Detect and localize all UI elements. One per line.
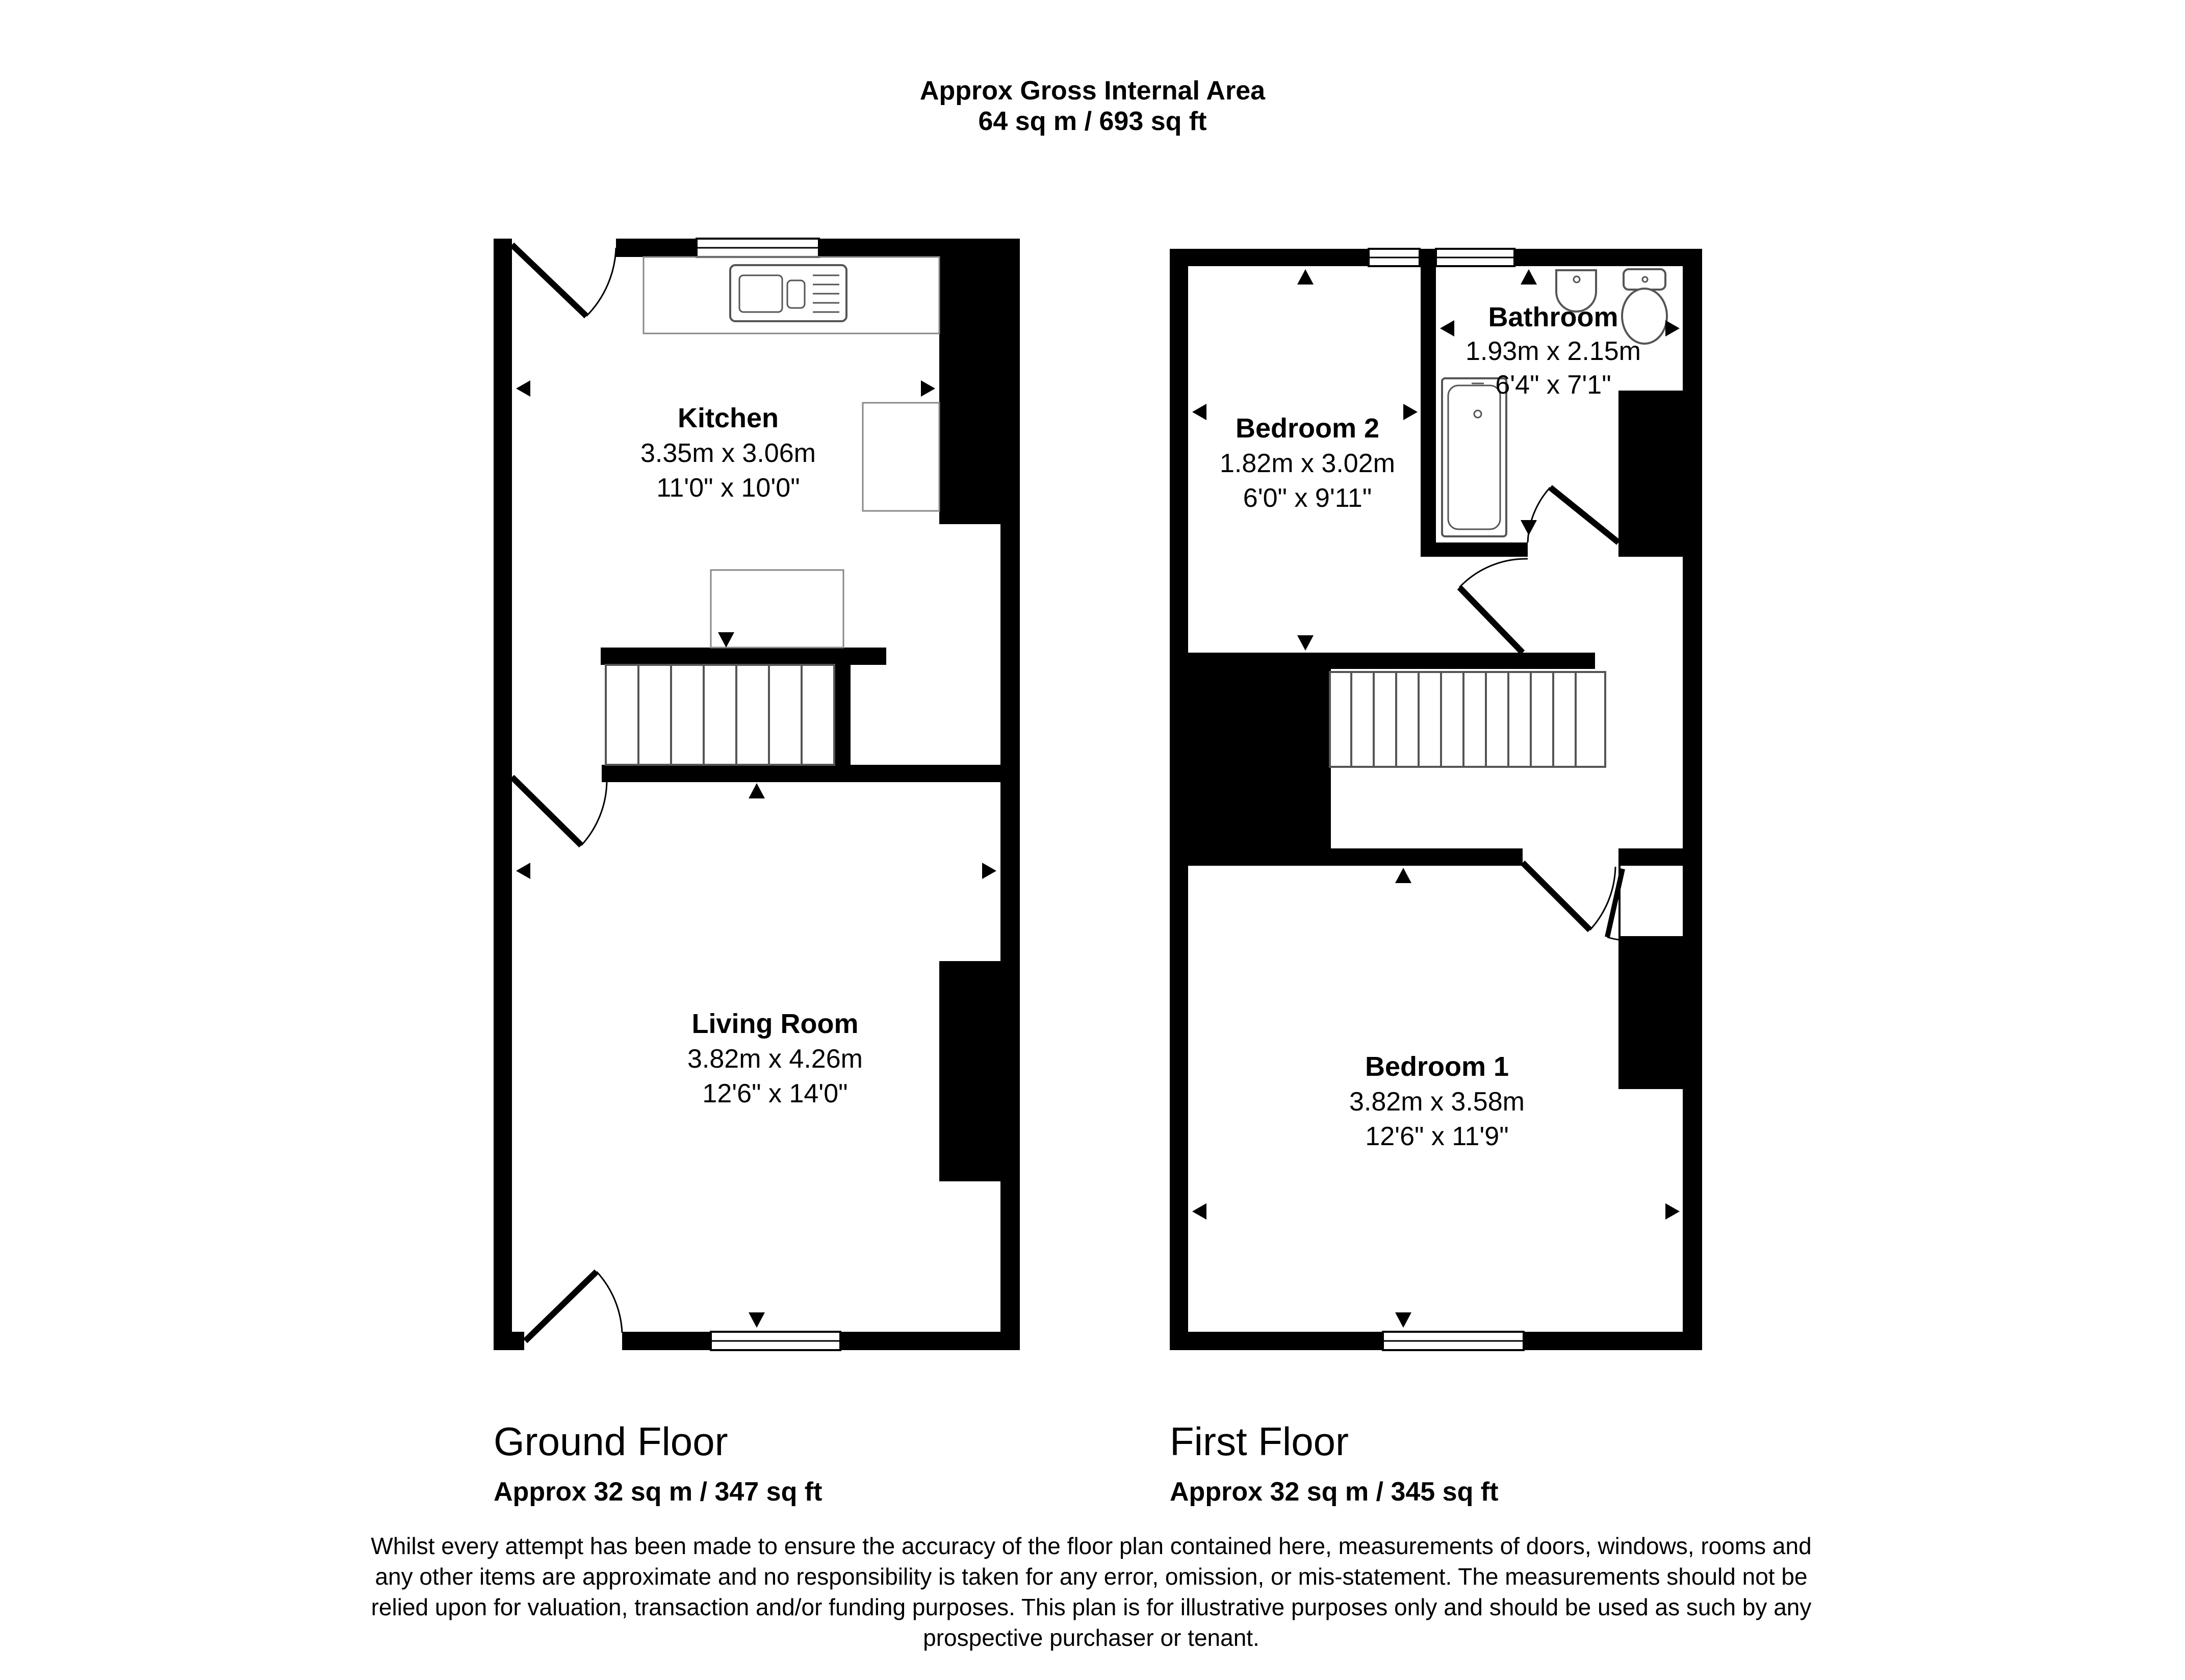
bedroom1-imperial: 12'6" x 11'9" [1365, 1122, 1509, 1151]
kitchen-name: Kitchen [677, 403, 779, 433]
ground-floor-title: Ground Floor [494, 1419, 728, 1464]
ff-chimney-lower [1618, 936, 1683, 1089]
gf-bottom-wall-left [494, 1332, 524, 1350]
ff-bedroom1-top-wall-right [1618, 848, 1683, 866]
disclaimer-line-1: Whilst every attempt has been made to ensure the accuracy of the floor plan contained here, measurements of doors, windows, rooms and [371, 1533, 1812, 1559]
gf-measurement-arrows [516, 380, 996, 1328]
bedroom2-metric: 1.82m x 3.02m [1220, 449, 1395, 478]
ff-cupboard-door [1607, 869, 1646, 940]
ff-toilet [1622, 269, 1667, 344]
kitchen-imperial: 11'0" x 10'0" [656, 473, 800, 503]
living-room-metric: 3.82m x 4.26m [687, 1044, 863, 1074]
bathroom-metric: 1.93m x 2.15m [1466, 337, 1641, 366]
ff-bedroom1-top-wall-left [1188, 848, 1523, 866]
ff-bedroom2-bottom-wall [1188, 653, 1595, 669]
gf-living-door [512, 777, 607, 845]
living-room-name: Living Room [691, 1009, 859, 1039]
gf-kitchen-chimney [939, 239, 1000, 524]
gf-right-wall [1000, 239, 1020, 1350]
gf-kitchen-sink [730, 265, 846, 321]
ground-floor-area: Approx 32 sq m / 347 sq ft [494, 1477, 822, 1507]
ff-bedroom2-door [1459, 559, 1528, 653]
ff-left-wall [1170, 249, 1188, 1350]
bedroom1-name: Bedroom 1 [1365, 1051, 1509, 1082]
header-total-area: 64 sq m / 693 sq ft [978, 107, 1207, 136]
bedroom1-metric: 3.82m x 3.58m [1349, 1087, 1525, 1117]
bathroom-imperial: 6'4" x 7'1" [1495, 370, 1611, 400]
gf-kitchen-window [697, 239, 819, 257]
gf-staircase [601, 648, 886, 766]
bedroom2-imperial: 6'0" x 9'11" [1243, 483, 1372, 513]
gf-living-chimney [939, 961, 1000, 1181]
first-floor-area: Approx 32 sq m / 345 sq ft [1170, 1477, 1499, 1507]
ff-bedroom1-door [1523, 863, 1615, 930]
gf-back-door [512, 245, 616, 316]
gf-kitchen-label [640, 403, 816, 503]
bathroom-name: Bathroom [1488, 302, 1618, 332]
ff-bedroom1-window [1383, 1332, 1524, 1350]
disclaimer-line-2: any other items are approximate and no responsibility is taken for any error, omission, or mis-statement. The measurements should not be [375, 1563, 1808, 1590]
header-title: Approx Gross Internal Area [919, 76, 1266, 106]
disclaimer-line-4: prospective purchaser or tenant. [923, 1624, 1259, 1651]
ff-bathroom-left-wall [1421, 249, 1436, 557]
ff-chimney-upper [1618, 391, 1683, 557]
first-floor-plan [1170, 249, 1702, 1350]
ff-stair-void-block [1188, 669, 1331, 863]
bedroom2-name: Bedroom 2 [1235, 413, 1380, 444]
gf-living-window [711, 1332, 840, 1350]
ff-bathroom-bottom-wall [1421, 542, 1528, 557]
gf-dividing-wall [602, 765, 1000, 782]
kitchen-metric: 3.35m x 3.06m [640, 438, 816, 468]
ff-bedroom2-window [1369, 249, 1420, 266]
gf-living-label [687, 1009, 863, 1108]
first-floor-title: First Floor [1170, 1419, 1349, 1464]
gf-left-wall [494, 239, 512, 1350]
ff-bathroom-door [1528, 487, 1618, 542]
ff-bathroom-window [1436, 249, 1514, 266]
living-room-imperial: 12'6" x 14'0" [702, 1079, 848, 1108]
ff-bedroom2-label [1220, 413, 1395, 513]
ff-right-wall [1683, 249, 1702, 1350]
disclaimer-line-3: relied upon for valuation, transaction and/or funding purposes. This plan is for illustrative purposes only and should be used as such by any [371, 1594, 1812, 1620]
gf-front-door [525, 1272, 622, 1341]
disclaimer [316, 1531, 1866, 1653]
ground-floor-plan [494, 239, 1020, 1350]
ff-bath [1442, 378, 1506, 536]
ff-staircase [1330, 672, 1605, 767]
ff-bedroom1-label [1349, 1051, 1525, 1151]
gf-kitchen-appliance-space [863, 403, 939, 511]
